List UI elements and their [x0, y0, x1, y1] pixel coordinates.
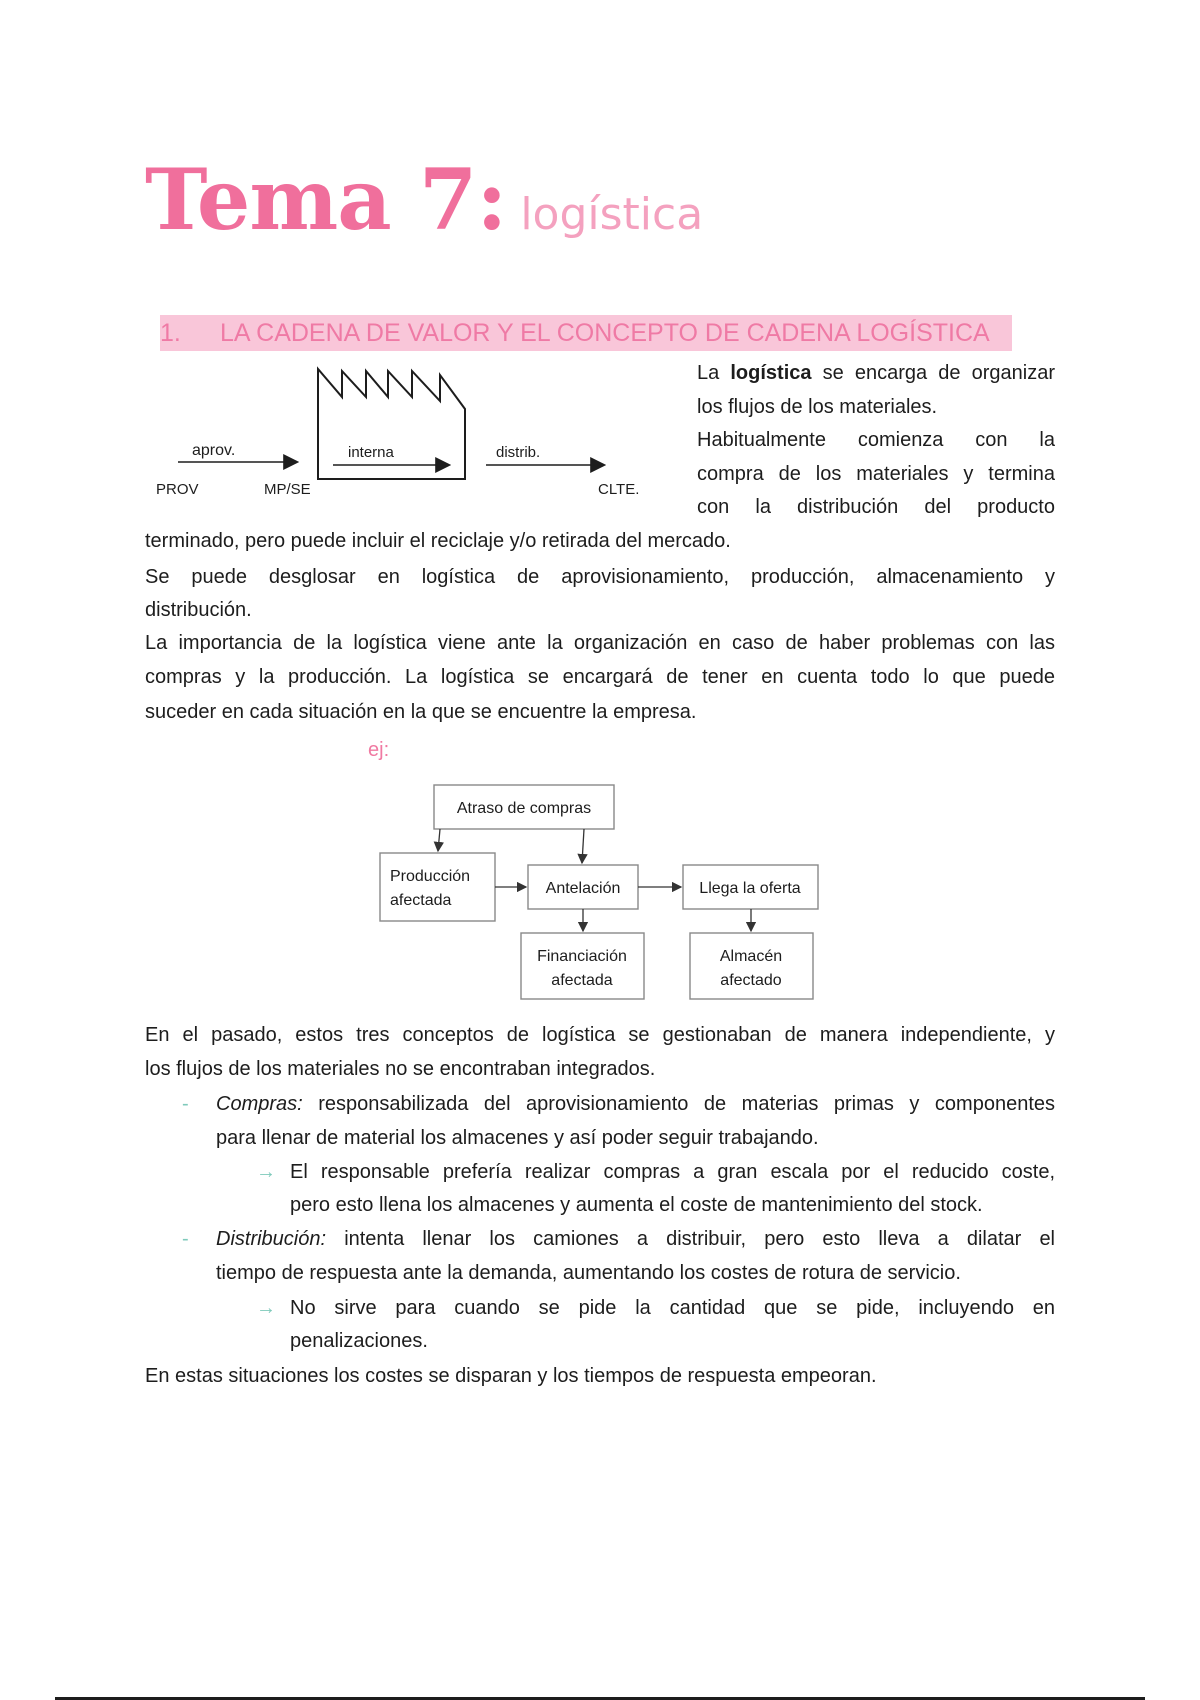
bullet-compras-line-1 — [216, 1087, 1055, 1121]
label-antelacion: Antelación — [545, 880, 621, 897]
label-almacen-1: Almacén — [719, 948, 783, 965]
box-financiacion — [521, 933, 644, 999]
bullet-distribucion-term: Distribución: — [216, 1228, 327, 1250]
bullet-dash-distribucion: - — [182, 1228, 189, 1250]
bullet-distribucion-line-1 — [216, 1222, 1055, 1256]
sub-compras-line-2: pero esto llena los almacenes y aumenta el coste de mantenimiento del stock. — [290, 1194, 983, 1216]
mpse-label: MP/SE — [264, 481, 311, 498]
sub-distribucion-line-2: penalizaciones. — [290, 1330, 428, 1352]
bullet-distribucion-text-1: intenta llenar los camiones a distribuir, pero esto lleva a dilatar el — [344, 1228, 1056, 1250]
bullet-dash-compras: - — [182, 1093, 189, 1115]
intro-line-3: Habitualmente comienza con la — [697, 429, 1055, 451]
page-title — [145, 150, 703, 260]
label-atraso: Atraso de compras — [456, 800, 592, 817]
box-produccion — [380, 853, 495, 921]
intro-line-4: compra de los materiales y termina — [697, 463, 1055, 485]
para3-line-2: compras y la producción. La logística se encargará de tener en cuenta todo lo que puede — [145, 666, 1055, 688]
flow-diagram — [370, 780, 830, 1005]
intro-l1-post: se encarga de organizar — [822, 362, 1056, 384]
box-almacen — [690, 933, 813, 999]
label-financiacion-1: Financiación — [537, 948, 627, 965]
title-sub: logística — [520, 189, 704, 240]
label-produccion-1: Producción — [390, 868, 471, 885]
prov-label: PROV — [156, 481, 199, 498]
para2-line-2: distribución. — [145, 599, 252, 621]
intro-l1-bold: logística — [730, 362, 812, 384]
intro-line-2: los flujos de los materiales. — [697, 396, 938, 418]
para4-line-2: los flujos de los materiales no se encontraban integrados. — [145, 1058, 656, 1080]
label-almacen-2: afectado — [720, 972, 782, 989]
label-financiacion-2: afectada — [551, 972, 613, 989]
section-heading — [160, 315, 1012, 351]
intro-line-5: con la distribución del producto — [697, 496, 1055, 518]
clte-label: CLTE. — [598, 481, 640, 498]
sub-arrow-icon-compras: → — [256, 1161, 276, 1183]
para3-line-1: La importancia de la logística viene ante la organización en caso de haber problemas con las — [145, 632, 1055, 654]
intro-l1-pre: La — [697, 362, 720, 384]
bullet-distribucion-line-2: tiempo de respuesta ante la demanda, aumentando los costes de rotura de servicio. — [216, 1262, 961, 1284]
example-label: ej: — [368, 739, 390, 761]
supply-chain-diagram — [150, 365, 660, 510]
arrow-atraso-antelacion — [582, 829, 584, 863]
intro-line-6: terminado, pero puede incluir el reciclaje y/o retirada del mercado. — [145, 530, 731, 552]
bullet-compras-line-2: para llenar de material los almacenes y así poder seguir trabajando. — [216, 1127, 819, 1149]
label-produccion-2: afectada — [390, 892, 452, 909]
closing-line: En estas situaciones los costes se disparan y los tiempos de respuesta empeoran. — [145, 1365, 877, 1387]
para2-line-1: Se puede desglosar en logística de aprovisionamiento, producción, almacenamiento y — [145, 566, 1055, 588]
label-llega: Llega la oferta — [699, 880, 801, 897]
sub-arrow-icon-distribucion: → — [256, 1297, 276, 1319]
title-main: Tema 7: — [145, 150, 507, 249]
sub-compras-line-1: El responsable prefería realizar compras a gran escala por el reducido coste, — [290, 1161, 1055, 1183]
para3-line-3: suceder en cada situación en la que se encuentre la empresa. — [145, 701, 697, 723]
intro-line-1 — [697, 356, 1055, 390]
factory-icon — [318, 369, 465, 479]
bullet-compras-text-1: responsabilizada del aprovisionamiento de materias primas y componentes — [318, 1093, 1055, 1115]
aprov-label: aprov. — [192, 442, 236, 459]
section-heading-text: LA CADENA DE VALOR Y EL CONCEPTO DE CADENA LOGÍSTICA — [220, 319, 990, 347]
para4-line-1: En el pasado, estos tres conceptos de logística se gestionaban de manera independiente, y — [145, 1024, 1055, 1046]
bullet-compras-term: Compras: — [216, 1093, 303, 1115]
interna-label: interna — [348, 444, 394, 461]
section-number: 1. — [160, 319, 181, 347]
arrow-atraso-produccion — [438, 829, 440, 851]
distrib-label: distrib. — [496, 444, 541, 461]
sub-distribucion-line-1: No sirve para cuando se pide la cantidad que se pide, incluyendo en — [290, 1297, 1055, 1319]
